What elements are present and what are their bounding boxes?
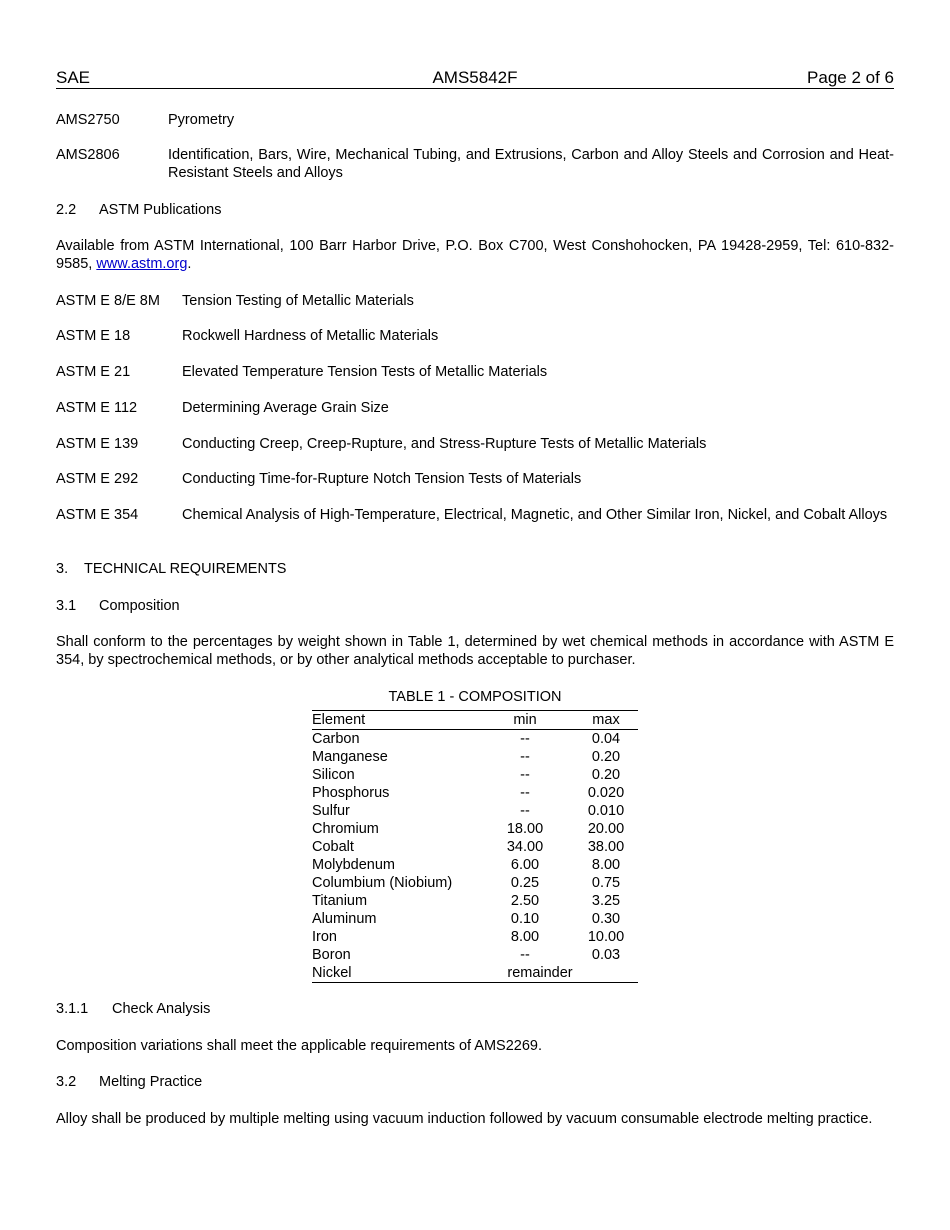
table-cell-min: -- xyxy=(520,785,530,801)
table-cell-element: Columbium (Niobium) xyxy=(312,875,453,891)
section-title: Check Analysis xyxy=(112,1001,211,1017)
table-cell-max: 0.20 xyxy=(591,749,621,765)
page-header xyxy=(56,68,894,89)
table-row xyxy=(312,928,638,946)
table-cell-element: Chromium xyxy=(312,821,379,837)
table-cell-element: Molybdenum xyxy=(312,857,396,873)
section-title: Composition xyxy=(99,598,180,614)
table-cell-element: Aluminum xyxy=(312,911,377,927)
table-row xyxy=(312,784,638,802)
section-number: 3.1.1 xyxy=(56,1001,89,1017)
composition-table xyxy=(312,688,638,983)
reference-code: ASTM E 21 xyxy=(56,364,131,380)
section-3-heading xyxy=(56,560,286,578)
table-cell-min: -- xyxy=(520,947,530,963)
table-row xyxy=(312,946,638,964)
reference-title: Tension Testing of Metallic Materials xyxy=(182,293,414,309)
table-row xyxy=(312,802,638,820)
table-title: TABLE 1 - COMPOSITION xyxy=(388,689,562,705)
column-header-element: Element xyxy=(312,712,366,728)
reference-code: AMS2750 xyxy=(56,112,120,128)
section-title: ASTM Publications xyxy=(99,202,222,218)
reference-title: Determining Average Grain Size xyxy=(182,400,389,416)
table-row xyxy=(312,892,638,910)
table-row xyxy=(312,820,638,838)
table-cell-element: Phosphorus xyxy=(312,785,390,801)
column-header-min: min xyxy=(513,712,537,728)
section-3-1-1-heading xyxy=(56,1000,210,1018)
table-row xyxy=(312,730,638,748)
table-cell-element: Nickel xyxy=(312,965,352,981)
table-cell-min: 0.25 xyxy=(510,875,540,891)
section-3-1-heading xyxy=(56,597,180,615)
table-row-nickel xyxy=(312,964,638,982)
table-cell-min: -- xyxy=(520,803,530,819)
section-number: 3.2 xyxy=(56,1074,77,1090)
reference-title: Conducting Time-for-Rupture Notch Tension Tests of Materials xyxy=(182,471,582,487)
header-doc-number: AMS5842F xyxy=(432,68,518,87)
table-row xyxy=(312,838,638,856)
table-cell-element: Iron xyxy=(312,929,337,945)
reference-code: ASTM E 292 xyxy=(56,471,139,487)
table-row xyxy=(312,910,638,928)
header-org: SAE xyxy=(56,68,91,87)
reference-title: Conducting Creep, Creep-Rupture, and Stress-Rupture Tests of Metallic Materials xyxy=(182,436,707,452)
check-analysis-paragraph: Composition variations shall meet the applicable requirements of AMS2269. xyxy=(56,1038,543,1054)
table-cell-max: 3.25 xyxy=(591,893,621,909)
table-cell-max: 0.04 xyxy=(591,731,621,747)
table-cell-max: 0.20 xyxy=(591,767,621,783)
reference-code: ASTM E 112 xyxy=(56,400,138,416)
table-cell-min: -- xyxy=(520,731,530,747)
section-title: Melting Practice xyxy=(99,1074,203,1090)
reference-code: ASTM E 354 xyxy=(56,507,139,523)
melting-practice-paragraph: Alloy shall be produced by multiple melting using vacuum induction followed by vacuum consumable electrode melting practice. xyxy=(56,1111,873,1127)
table-cell-min: 0.10 xyxy=(510,911,540,927)
reference-code: AMS2806 xyxy=(56,147,120,163)
table-cell-max: 8.00 xyxy=(591,857,621,873)
table-cell-max: 0.75 xyxy=(591,875,621,891)
astm-address-end: . xyxy=(187,256,192,272)
table-cell-max: 10.00 xyxy=(587,929,625,945)
table-cell-max: 0.010 xyxy=(587,803,625,819)
table-cell-min: 18.00 xyxy=(506,821,544,837)
section-number: 3.1 xyxy=(56,598,77,614)
table-cell-min: 34.00 xyxy=(506,839,544,855)
table-row xyxy=(312,748,638,766)
section-number: 2.2 xyxy=(56,202,77,218)
table-body xyxy=(312,710,638,983)
reference-title: Pyrometry xyxy=(168,112,235,128)
table-cell-min: -- xyxy=(520,749,530,765)
table-cell-max: 0.30 xyxy=(591,911,621,927)
reference-title: Elevated Temperature Tension Tests of Metallic Materials xyxy=(182,364,548,380)
reference-code: ASTM E 18 xyxy=(56,328,131,344)
table-cell-remainder: remainder xyxy=(507,965,573,981)
table-cell-element: Manganese xyxy=(312,749,388,765)
reference-code: ASTM E 8/E 8M xyxy=(56,293,160,309)
table-cell-max: 20.00 xyxy=(587,821,625,837)
section-number: 3. xyxy=(56,561,69,577)
reference-title: Chemical Analysis of High-Temperature, Electrical, Magnetic, and Other Similar Iron, Nickel, and Cobalt Alloys xyxy=(182,507,888,523)
astm-website-link[interactable]: www.astm.org xyxy=(96,256,188,272)
header-page-number: Page 2 of 6 xyxy=(807,68,894,87)
table-cell-element: Titanium xyxy=(312,893,368,909)
table-cell-min: 2.50 xyxy=(510,893,540,909)
section-3-2-heading xyxy=(56,1073,202,1091)
table-cell-element: Boron xyxy=(312,947,351,963)
composition-paragraph: Shall conform to the percentages by weight shown in Table 1, determined by wet chemical methods in accordance with ASTM E 354, by spectrochemical methods, or by other analytical methods acceptable to purchaser. xyxy=(56,634,894,668)
table-cell-element: Carbon xyxy=(312,731,360,747)
section-2-2-heading xyxy=(56,201,222,219)
table-cell-min: 6.00 xyxy=(510,857,540,873)
table-row xyxy=(312,856,638,874)
astm-address-text: Available from ASTM International, 100 Barr Harbor Drive, P.O. Box C700, West Conshohocken, PA 19428-2959, Tel: 610-832-9585, xyxy=(56,238,894,272)
reference-title: Identification, Bars, Wire, Mechanical Tubing, and Extrusions, Carbon and Alloy Steels and Corrosion and Heat-Resistant Steels and Alloys xyxy=(168,147,894,181)
table-cell-element: Sulfur xyxy=(312,803,350,819)
table-row xyxy=(312,874,638,892)
astm-availability-paragraph xyxy=(56,237,894,273)
table-cell-min: -- xyxy=(520,767,530,783)
table-cell-element: Silicon xyxy=(312,767,355,783)
table-cell-element: Cobalt xyxy=(312,839,354,855)
reference-title: Rockwell Hardness of Metallic Materials xyxy=(182,328,439,344)
table-cell-max: 0.03 xyxy=(591,947,621,963)
table-header-row xyxy=(312,711,638,730)
column-header-max: max xyxy=(592,712,620,728)
table-cell-max: 38.00 xyxy=(587,839,625,855)
reference-code: ASTM E 139 xyxy=(56,436,139,452)
table-row xyxy=(312,766,638,784)
section-title: TECHNICAL REQUIREMENTS xyxy=(84,561,287,577)
table-cell-min: 8.00 xyxy=(510,929,540,945)
table-cell-max: 0.020 xyxy=(587,785,625,801)
